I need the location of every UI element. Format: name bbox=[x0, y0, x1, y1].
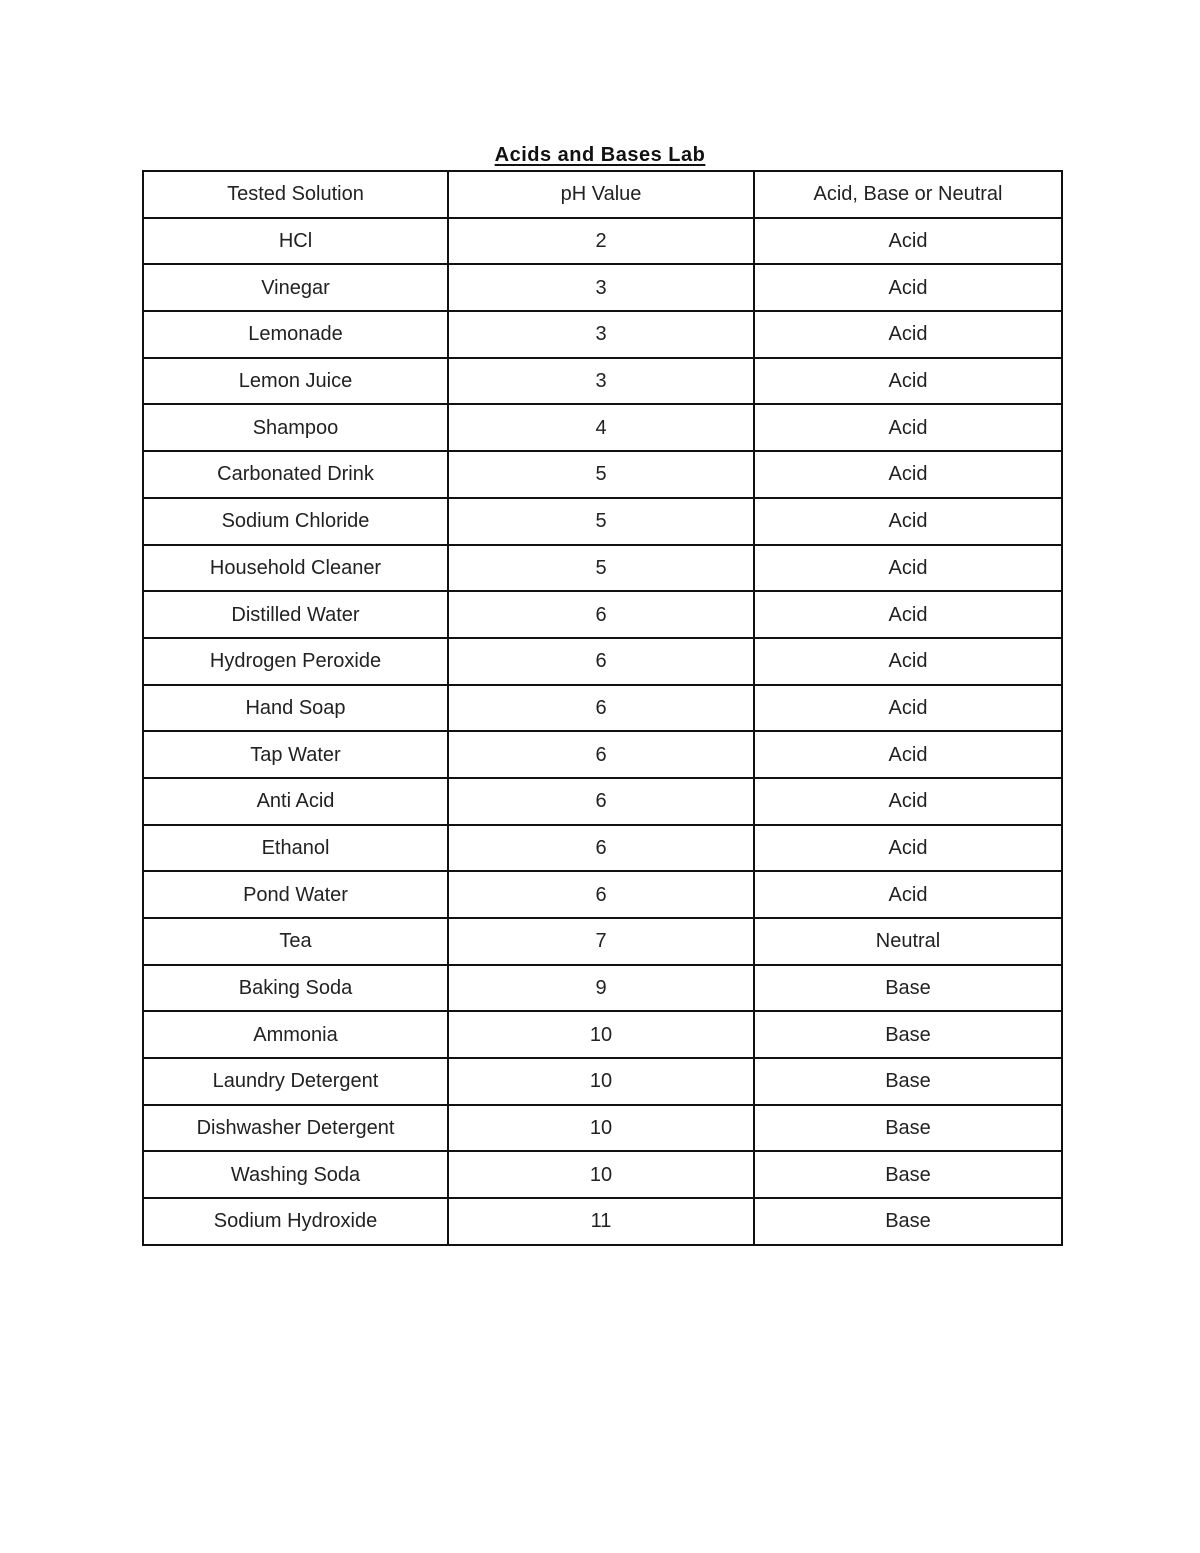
table-row bbox=[143, 825, 1062, 872]
classification-cell: Acid bbox=[754, 358, 1062, 405]
table-row bbox=[143, 1105, 1062, 1152]
classification-cell: Acid bbox=[754, 218, 1062, 265]
classification-cell: Acid bbox=[754, 591, 1062, 638]
solution-cell: Vinegar bbox=[143, 264, 448, 311]
classification-cell: Acid bbox=[754, 825, 1062, 872]
classification-cell: Acid bbox=[754, 498, 1062, 545]
ph-value-cell: 11 bbox=[448, 1198, 754, 1245]
table-row bbox=[143, 451, 1062, 498]
classification-cell: Acid bbox=[754, 731, 1062, 778]
classification-cell: Base bbox=[754, 1151, 1062, 1198]
ph-results-table bbox=[142, 170, 1063, 1246]
classification-cell: Base bbox=[754, 1058, 1062, 1105]
ph-value-cell: 6 bbox=[448, 778, 754, 825]
solution-cell: Laundry Detergent bbox=[143, 1058, 448, 1105]
table-row bbox=[143, 311, 1062, 358]
classification-cell: Acid bbox=[754, 311, 1062, 358]
solution-cell: Ammonia bbox=[143, 1011, 448, 1058]
classification-cell: Acid bbox=[754, 264, 1062, 311]
table-row bbox=[143, 264, 1062, 311]
solution-cell: Hydrogen Peroxide bbox=[143, 638, 448, 685]
classification-cell: Acid bbox=[754, 545, 1062, 592]
table-row bbox=[143, 1011, 1062, 1058]
ph-value-cell: 6 bbox=[448, 591, 754, 638]
solution-cell: Anti Acid bbox=[143, 778, 448, 825]
solution-cell: Ethanol bbox=[143, 825, 448, 872]
solution-cell: Sodium Hydroxide bbox=[143, 1198, 448, 1245]
classification-cell: Acid bbox=[754, 685, 1062, 732]
ph-value-cell: 10 bbox=[448, 1151, 754, 1198]
page-title: Acids and Bases Lab bbox=[494, 144, 706, 166]
table-row bbox=[143, 871, 1062, 918]
table-row bbox=[143, 685, 1062, 732]
ph-value-cell: 10 bbox=[448, 1105, 754, 1152]
column-header: pH Value bbox=[448, 171, 754, 218]
table-row bbox=[143, 1151, 1062, 1198]
table-row bbox=[143, 545, 1062, 592]
solution-cell: Hand Soap bbox=[143, 685, 448, 732]
ph-value-cell: 2 bbox=[448, 218, 754, 265]
ph-value-cell: 6 bbox=[448, 825, 754, 872]
solution-cell: HCl bbox=[143, 218, 448, 265]
ph-value-cell: 5 bbox=[448, 451, 754, 498]
solution-cell: Household Cleaner bbox=[143, 545, 448, 592]
table-row bbox=[143, 591, 1062, 638]
solution-cell: Tea bbox=[143, 918, 448, 965]
ph-value-cell: 5 bbox=[448, 545, 754, 592]
classification-cell: Acid bbox=[754, 871, 1062, 918]
ph-value-cell: 6 bbox=[448, 685, 754, 732]
column-header: Acid, Base or Neutral bbox=[754, 171, 1062, 218]
classification-cell: Base bbox=[754, 965, 1062, 1012]
table-row bbox=[143, 731, 1062, 778]
classification-cell: Acid bbox=[754, 451, 1062, 498]
solution-cell: Washing Soda bbox=[143, 1151, 448, 1198]
solution-cell: Shampoo bbox=[143, 404, 448, 451]
table-row bbox=[143, 918, 1062, 965]
ph-value-cell: 7 bbox=[448, 918, 754, 965]
solution-cell: Lemonade bbox=[143, 311, 448, 358]
solution-cell: Dishwasher Detergent bbox=[143, 1105, 448, 1152]
table-row bbox=[143, 778, 1062, 825]
solution-cell: Lemon Juice bbox=[143, 358, 448, 405]
classification-cell: Neutral bbox=[754, 918, 1062, 965]
classification-cell: Base bbox=[754, 1011, 1062, 1058]
ph-value-cell: 9 bbox=[448, 965, 754, 1012]
table-row bbox=[143, 498, 1062, 545]
solution-cell: Distilled Water bbox=[143, 591, 448, 638]
ph-value-cell: 3 bbox=[448, 264, 754, 311]
table-row bbox=[143, 358, 1062, 405]
solution-cell: Sodium Chloride bbox=[143, 498, 448, 545]
solution-cell: Carbonated Drink bbox=[143, 451, 448, 498]
classification-cell: Acid bbox=[754, 404, 1062, 451]
solution-cell: Baking Soda bbox=[143, 965, 448, 1012]
classification-cell: Base bbox=[754, 1198, 1062, 1245]
ph-value-cell: 4 bbox=[448, 404, 754, 451]
table-row bbox=[143, 1058, 1062, 1105]
ph-value-cell: 5 bbox=[448, 498, 754, 545]
table-row bbox=[143, 965, 1062, 1012]
ph-value-cell: 3 bbox=[448, 311, 754, 358]
solution-cell: Tap Water bbox=[143, 731, 448, 778]
classification-cell: Acid bbox=[754, 778, 1062, 825]
ph-value-cell: 10 bbox=[448, 1058, 754, 1105]
classification-cell: Base bbox=[754, 1105, 1062, 1152]
solution-cell: Pond Water bbox=[143, 871, 448, 918]
ph-value-cell: 6 bbox=[448, 731, 754, 778]
table-row bbox=[143, 218, 1062, 265]
ph-value-cell: 6 bbox=[448, 638, 754, 685]
table-row bbox=[143, 638, 1062, 685]
classification-cell: Acid bbox=[754, 638, 1062, 685]
ph-value-cell: 10 bbox=[448, 1011, 754, 1058]
ph-value-cell: 6 bbox=[448, 871, 754, 918]
table-header-row bbox=[143, 171, 1062, 218]
table-row bbox=[143, 1198, 1062, 1245]
table-row bbox=[143, 404, 1062, 451]
ph-value-cell: 3 bbox=[448, 358, 754, 405]
column-header: Tested Solution bbox=[143, 171, 448, 218]
